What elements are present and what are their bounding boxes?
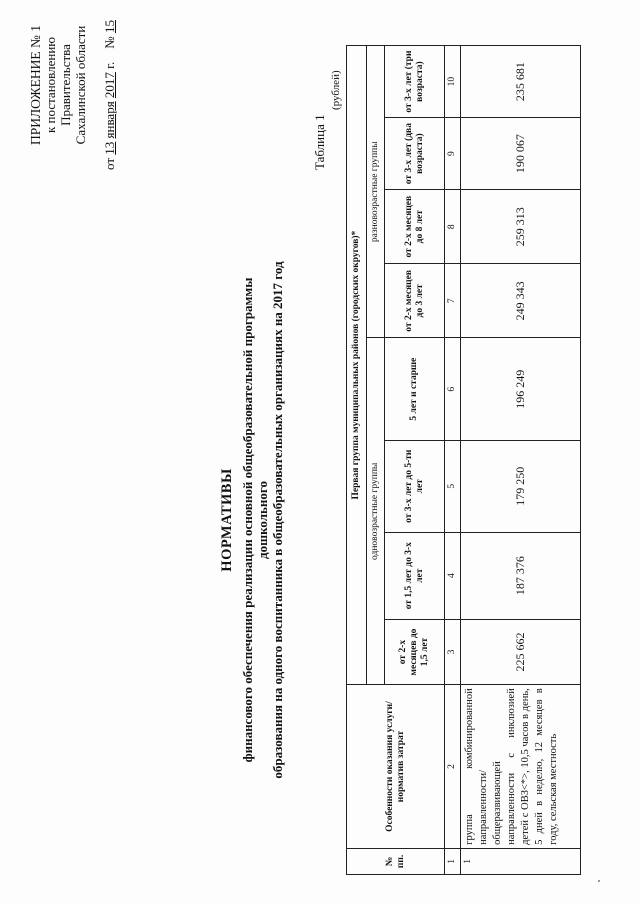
appendix-line-2: к постановлению Правительства	[43, 36, 73, 134]
col-num: 9	[445, 118, 461, 190]
header-col-3: от 2-х месяцев до 1,5 лет	[385, 619, 445, 684]
table-unit: (рублей)	[330, 70, 342, 110]
header-col-9: от 3-х лет (два возраста)	[385, 118, 445, 190]
heading-title: НОРМАТИВЫ	[219, 468, 235, 572]
header-col-8: от 2-х месяцев до 8 лет	[385, 190, 445, 264]
column-number-row	[445, 46, 461, 875]
header-mixed-age: разновозрастные группы	[367, 46, 385, 338]
heading-line-2: образования на одного воспитанника в общеобразовательных организациях на 2017 год	[270, 261, 285, 779]
date-day: 13	[102, 141, 117, 155]
header-group: Первая группа муниципальных районов (городских округов)*	[347, 46, 367, 685]
date-month: января	[102, 101, 117, 139]
row-value: 190 067	[461, 118, 581, 190]
col-num: 3	[445, 619, 461, 684]
scan-dot	[598, 880, 600, 882]
appendix-title: ПРИЛОЖЕНИЕ № 1	[28, 24, 43, 146]
col-num: 6	[445, 338, 461, 441]
appendix-line-3: Сахалинской области	[73, 25, 88, 145]
header-same-age: одновозрастные группы	[367, 338, 385, 685]
row-description: группа комбинированной направленности/ общеразвивающей направленности с инклюзией детей с ОВЗ<*>, 10,5 часов в день, 5 дней в неделю, 12 месяцев в году, сельская местность	[461, 685, 581, 849]
table-caption: Таблица 1	[312, 114, 327, 170]
date-year: 2017	[102, 72, 117, 99]
col-num: 10	[445, 46, 461, 118]
header-col-4: от 1,5 лет до 3-х лет	[385, 532, 445, 619]
row-value: 196 249	[461, 338, 581, 441]
heading-line-1: финансового обеспечения реализации основной общеобразовательной программы дошкольного	[240, 277, 270, 763]
norms-table	[346, 45, 581, 875]
header-feature: Особенности оказания услуги/норматив затрат	[347, 685, 445, 849]
header-col-7: от 2-х месяцев до 3 лет	[385, 264, 445, 338]
appendix-block	[28, 0, 88, 170]
row-value: 187 376	[461, 532, 581, 619]
header-col-6: 5 лет и старше	[385, 338, 445, 441]
col-num: 2	[445, 685, 461, 849]
date-year-suffix: г.	[102, 61, 117, 69]
row-value: 225 662	[461, 619, 581, 684]
resolution-date-line	[102, 0, 118, 170]
col-num: 1	[445, 848, 461, 874]
row-number: 1	[461, 848, 581, 874]
header-col-10: от 3-х лет (три возраста)	[385, 46, 445, 118]
header-col-5: от 3-х лет до 5-ти лет	[385, 440, 445, 532]
row-value: 235 681	[461, 46, 581, 118]
document-heading	[220, 260, 285, 780]
col-num: 5	[445, 440, 461, 532]
date-prefix: от	[102, 157, 117, 170]
table-row	[461, 46, 581, 875]
header-number: № пп.	[347, 848, 445, 874]
resolution-number: 15	[102, 20, 117, 34]
col-num: 4	[445, 532, 461, 619]
col-num: 8	[445, 190, 461, 264]
row-value: 249 343	[461, 264, 581, 338]
rotated-content	[20, 10, 620, 890]
col-num: 7	[445, 264, 461, 338]
row-value: 259 313	[461, 190, 581, 264]
row-value: 179 250	[461, 440, 581, 532]
number-prefix: №	[102, 36, 117, 49]
